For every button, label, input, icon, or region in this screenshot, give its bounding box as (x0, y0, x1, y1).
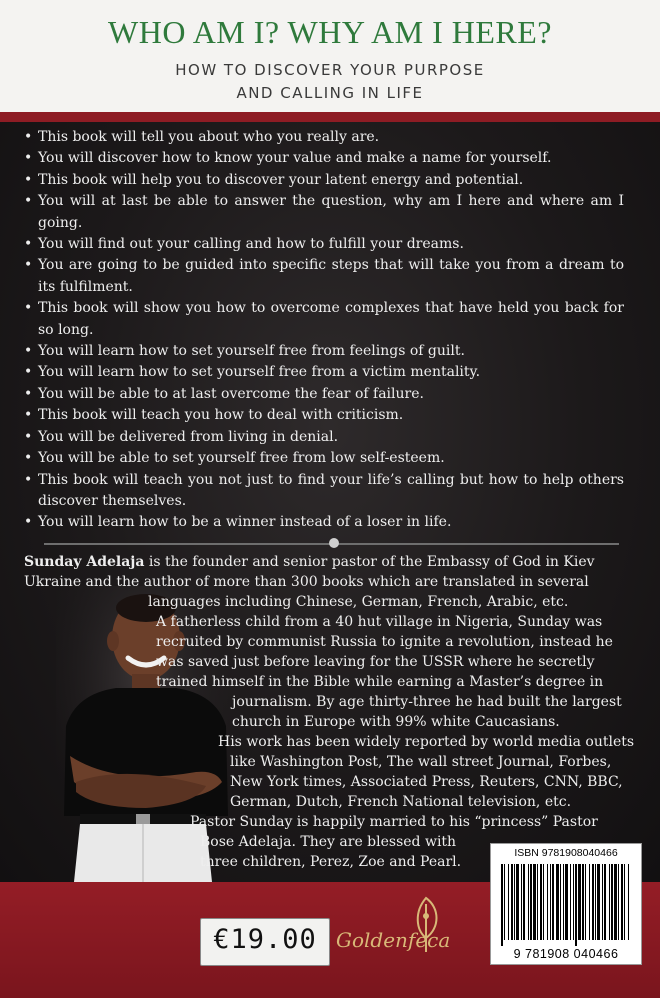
book-subtitle-line-2: AND CALLING IN LIFE (236, 84, 424, 102)
bio-line: church in Europe with 99% white Caucasians. (232, 714, 560, 730)
publisher-name: Goldenfeca (336, 928, 451, 952)
isbn-barcode-block (490, 843, 642, 965)
benefit-item: • You will be able to set yourself free from low self-esteem. (24, 448, 624, 469)
author-bio (0, 552, 660, 882)
bio-line: A fatherless child from a 40 hut village in Nigeria, Sunday was (156, 614, 603, 630)
bio-line: New York times, Associated Press, Reuters, CNN, BBC, (230, 774, 623, 790)
benefit-item: • This book will tell you about who you really are. (24, 127, 624, 148)
price-label: €19.00 (213, 924, 317, 955)
bio-line: three children, Perez, Zoe and Pearl. (200, 854, 462, 870)
benefit-item: • You will be able to at last overcome the fear of failure. (24, 384, 624, 405)
bio-line: trained himself in the Bible while earning a Master’s degree in (156, 674, 604, 690)
isbn-label: ISBN 9781908040466 (514, 847, 618, 859)
benefit-item: • This book will teach you how to deal with criticism. (24, 405, 624, 426)
benefit-item: • This book will teach you not just to find your life’s calling but how to help others discover themselves. (24, 470, 624, 513)
benefit-item: • You will learn how to set yourself free from a victim mentality. (24, 362, 624, 383)
bio-line: German, Dutch, French National television, etc. (230, 794, 572, 810)
benefit-item: • You will find out your calling and how to fulfill your dreams. (24, 234, 624, 255)
content-panel (0, 122, 660, 882)
bio-line-1: Sunday Adelaja is the founder and senior pastor of the Embassy of God in Kiev (24, 554, 595, 570)
bio-line: Pastor Sunday is happily married to his “princess” Pastor (190, 814, 598, 830)
bio-line: Bose Adelaja. They are blessed with (200, 834, 457, 850)
book-subtitle-line-1: HOW TO DISCOVER YOUR PURPOSE (175, 61, 485, 79)
divider-dot (329, 538, 339, 548)
benefit-item: • You will learn how to be a winner instead of a loser in life. (24, 512, 624, 533)
benefit-item: • This book will show you how to overcome complexes that have held you back for so long. (24, 298, 624, 341)
benefit-item: • You will be delivered from living in denial. (24, 427, 624, 448)
bio-line: recruited by communist Russia to ignite a revolution, instead he (156, 634, 613, 650)
cover-header (0, 0, 660, 112)
bio-line: Ukraine and the author of more than 300 books which are translated in several (24, 574, 589, 590)
bio-line: His work has been widely reported by world media outlets (218, 734, 635, 750)
red-divider-band (0, 112, 660, 122)
bio-line: was saved just before leaving for the USSR where he secretly (156, 654, 595, 670)
barcode-icon (499, 864, 633, 946)
author-name: Sunday Adelaja (24, 554, 145, 570)
bio-line: journalism. By age thirty-three he had built the largest (232, 694, 622, 710)
benefit-item: • You are going to be guided into specific steps that will take you from a dream to its fulfilment. (24, 255, 624, 298)
benefit-item: • You will at last be able to answer the question, why am I here and where am I going. (24, 191, 624, 234)
benefit-item: • You will discover how to know your value and make a name for yourself. (24, 148, 624, 169)
benefits-list (24, 127, 624, 534)
benefit-item: • You will learn how to set yourself free from feelings of guilt. (24, 341, 624, 362)
benefit-item: • This book will help you to discover your latent energy and potential. (24, 170, 624, 191)
bio-line: languages including Chinese, German, French, Arabic, etc. (148, 594, 569, 610)
book-title: WHO AM I? WHY AM I HERE? (108, 14, 552, 50)
bio-line: like Washington Post, The wall street Journal, Forbes, (230, 754, 612, 770)
isbn-digits: 9 781908 040466 (513, 947, 619, 961)
price-sticker (200, 918, 330, 966)
